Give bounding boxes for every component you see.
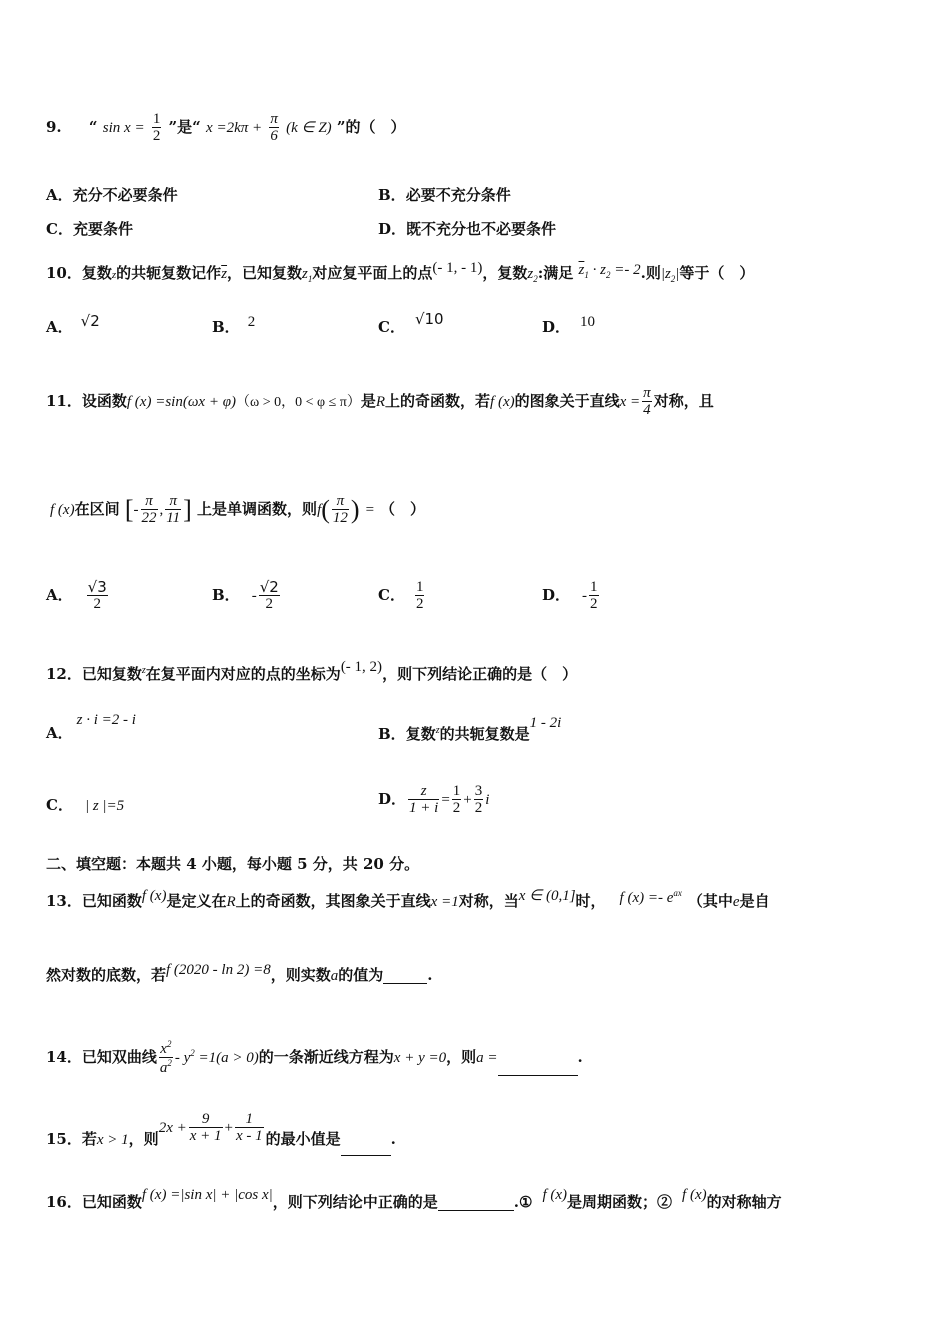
text: 时， [575, 892, 606, 910]
text: 上的奇函数，若 [385, 392, 491, 410]
math-x-eq: x = [619, 394, 641, 410]
math-cond: x > 1 [96, 1132, 129, 1148]
text: 的值为 [338, 966, 384, 984]
math-expr: - $y^2 =1(a > 0)$ [174, 1048, 259, 1066]
option-fraction: $\frac{1}{2}$ [415, 579, 424, 612]
option-label: D． [378, 790, 407, 808]
math-func: f (x) =sin(ωx + φ) [126, 394, 236, 410]
q16-line [46, 1187, 782, 1211]
q10-number: 10． [46, 264, 82, 282]
q11-option-a[interactable] [46, 580, 110, 612]
math-x-eq-1: x =1 [430, 894, 459, 910]
text: 上的奇函数，其图象关于直线 [235, 892, 431, 910]
text: . [427, 966, 433, 984]
option-label: C． [46, 220, 73, 238]
text: ，则 [128, 1130, 159, 1148]
q10-option-b[interactable] [212, 314, 256, 336]
option-math: 10 [580, 314, 596, 330]
q11-option-c[interactable] [378, 580, 426, 612]
option-label: B． [378, 186, 406, 204]
option-label: B． [378, 725, 406, 743]
math-point: (- 1, - 1) [432, 260, 483, 276]
q9-option-d[interactable] [378, 222, 556, 237]
option-fraction: $\frac{√3}{2}$ [87, 578, 107, 612]
math-cond: （ω > 0，0 < φ ≤ π） [236, 395, 361, 410]
q13-number: 13． [46, 892, 82, 910]
text: 复数 [405, 725, 436, 743]
option-label: C． [378, 586, 405, 604]
math-plus: + [463, 792, 472, 808]
text: 对称，且 [653, 392, 714, 410]
option-label: D． [542, 586, 571, 604]
text: 上是单调函数，则 [197, 500, 318, 518]
math-R: R [226, 894, 236, 910]
q12-option-b[interactable] [378, 715, 562, 743]
option-label: B． [212, 318, 240, 336]
math-eq: = [441, 792, 450, 808]
left-paren: ( [321, 495, 330, 524]
math-product: $\overline{z}_1 \cdot z_2 =- 2$ [578, 262, 641, 280]
q9-condition: (k ∈ Z) [286, 120, 332, 136]
q10-option-d[interactable] [542, 314, 596, 336]
q12-option-a[interactable] [46, 712, 136, 742]
math-zbar: $\overline{z}$ [221, 266, 228, 282]
text: 是周期函数；② [567, 1193, 673, 1211]
q9-number: 9. [46, 118, 62, 136]
option-math: | z |=5 [84, 798, 125, 814]
math-abs: $|z_2|$ [660, 266, 680, 284]
subscript: 2 [533, 274, 538, 284]
text: 是自 [739, 892, 770, 910]
text: 的共轭复数记作 [116, 264, 222, 282]
math-func: f (x) =|sin x| + |cos x| [141, 1187, 273, 1203]
text: 是 [360, 392, 376, 410]
q15-number: 15． [46, 1130, 82, 1148]
q11-number: 11． [46, 392, 82, 410]
q9-fraction-half: $\frac{1}{2}$ [152, 111, 161, 144]
option-math: √2 [80, 312, 100, 330]
option-label: A． [46, 586, 73, 604]
answer-blank[interactable] [341, 1141, 391, 1156]
q9-option-a[interactable] [46, 188, 178, 203]
text: 对称，当 [458, 892, 519, 910]
text: 的一条渐近线方程为 [258, 1048, 394, 1066]
answer-blank[interactable] [383, 969, 427, 984]
math-R: R [375, 394, 386, 410]
q11-option-b[interactable] [212, 580, 282, 612]
q10-option-a[interactable] [46, 312, 100, 336]
math-eq: = [365, 502, 375, 518]
math-z1: z [302, 266, 308, 282]
math-2x: 2x + [158, 1120, 187, 1136]
text: 已知复数 [81, 665, 142, 683]
right-bracket: ] [183, 495, 192, 524]
q9-option-b[interactable] [378, 188, 511, 203]
option-text: 既不充分也不必要条件 [406, 220, 557, 238]
text: （其中 [687, 892, 733, 910]
text: 然对数的底数，若 [46, 966, 167, 984]
q10-line [46, 260, 755, 284]
q9-stmt-a: sin x = [102, 120, 145, 136]
q14-line [46, 1040, 583, 1076]
q15-fraction-2: $\frac{1}{x - 1}$ [235, 1111, 263, 1144]
q11-fraction-pi11: $\frac{\pi}{11}$ [166, 493, 181, 526]
q11-fraction-pi12: $\frac{\pi}{12}$ [332, 493, 348, 526]
math-a: a [330, 968, 339, 984]
option-sign: - [582, 588, 588, 604]
q9-mid-quote: ”是“ [168, 118, 201, 136]
option-math: z · i =2 - i [76, 712, 136, 728]
q12-option-d[interactable] [378, 784, 489, 816]
q16-number: 16． [46, 1193, 82, 1211]
text: . [390, 1130, 396, 1148]
math-point: (- 1, 2) [340, 659, 383, 675]
section-heading: 二、填空题：本题共 4 小题，每小题 5 分，共 20 分。 [46, 855, 420, 873]
math-expr: f (2020 - ln 2) =8 [166, 962, 271, 978]
text: 设函数 [81, 392, 127, 410]
q15-line [46, 1111, 396, 1156]
answer-blank[interactable] [438, 1196, 514, 1211]
math-plus: + [224, 1120, 233, 1136]
text: ，则 [446, 1048, 477, 1066]
math-asymptote: x + y =0 [393, 1050, 447, 1066]
math-interval: x ∈ (0,1] [518, 888, 576, 904]
option-fraction: $\frac{3}{2}$ [474, 783, 483, 816]
option-text: 充要条件 [72, 220, 133, 238]
q11-fraction-pi22: $\frac{\pi}{22}$ [141, 493, 157, 526]
text: .① [513, 1193, 533, 1211]
q9-line [46, 112, 406, 144]
text: ，则下列结论正确的是（ ） [382, 665, 578, 683]
math-z: z [141, 665, 146, 676]
text: ，则实数 [270, 966, 331, 984]
text: 等于（ ） [679, 264, 755, 282]
text: 的图象关于直线 [514, 392, 620, 410]
q14-fraction: $\frac{x^2}{a^2}$ [159, 1039, 172, 1076]
math-fx: f (x) [141, 888, 167, 904]
q13-line-1 [46, 888, 770, 910]
option-label: A． [46, 318, 73, 336]
option-math: 1 - 2i [529, 715, 562, 731]
q15-fraction-1: $\frac{9}{x + 1}$ [189, 1111, 222, 1144]
text: 已知函数 [81, 1193, 142, 1211]
text: 对应复平面上的点 [312, 264, 433, 282]
option-text: 充分不必要条件 [72, 186, 178, 204]
option-fraction: $\frac{1}{2}$ [590, 579, 598, 612]
text: （ ） [380, 500, 426, 518]
text: 的对称轴方 [706, 1193, 782, 1211]
math-f: f [317, 502, 322, 518]
text: 复数 [81, 264, 112, 282]
option-fraction: $\frac{z}{1 + i}$ [409, 783, 439, 816]
option-label: C． [378, 318, 405, 336]
q11-fraction-pi4: $\frac{\pi}{4}$ [643, 385, 651, 418]
q14-number: 14． [46, 1048, 82, 1066]
math-fx: f (x) [542, 1187, 568, 1203]
math-fx: f (x) [490, 394, 515, 410]
q9-fraction-pi6: $\frac{\pi}{6}$ [270, 111, 278, 144]
q11-option-d[interactable] [542, 580, 601, 612]
q12-option-c[interactable] [46, 798, 124, 814]
q12-line [46, 659, 578, 683]
text: ，已知复数 [227, 264, 303, 282]
option-label: A． [46, 186, 73, 204]
math-comma: , [159, 502, 164, 518]
option-sign: - [251, 588, 257, 604]
q10-option-c[interactable] [378, 310, 444, 336]
q9-stmt-b: x =2kπ + [206, 120, 263, 136]
text: 已知双曲线 [81, 1048, 157, 1066]
math-z2: z [527, 266, 534, 282]
text: 在区间 [74, 500, 120, 518]
q11-line-1 [46, 386, 714, 418]
option-label: C． [46, 796, 73, 814]
option-label: B． [212, 586, 240, 604]
option-math: 2 [247, 314, 256, 330]
subscript: 1 [307, 274, 313, 284]
text: . [577, 1048, 583, 1066]
text: ，则下列结论中正确的是 [272, 1193, 438, 1211]
left-bracket: [ [124, 495, 134, 524]
text: .则 [640, 264, 661, 282]
q9-open-quote: “ [88, 118, 98, 136]
math-fdef: f $(x) =- e^{ax}$ [619, 888, 682, 906]
math-fx: f (x) [682, 1187, 707, 1203]
option-fraction: $\frac{√2}{2}$ [259, 578, 279, 612]
math-i: i [485, 792, 490, 808]
math-z: z [111, 269, 117, 281]
option-label: D． [542, 318, 571, 336]
math-neg: - [133, 502, 139, 518]
option-label: D． [378, 220, 407, 238]
q9-option-c[interactable] [46, 222, 133, 237]
option-fraction: $\frac{1}{2}$ [452, 783, 461, 816]
q11-line-2 [50, 494, 425, 526]
q9-close-quote: ”的（ ） [336, 118, 406, 136]
option-text: 必要不充分条件 [405, 186, 511, 204]
math-fx: f (x) [50, 502, 75, 518]
right-paren: ) [350, 495, 360, 524]
q13-line-2 [46, 962, 433, 984]
text: 若 [81, 1130, 97, 1148]
text: 是定义在 [166, 892, 227, 910]
option-label: A． [46, 724, 73, 742]
math-z: z [435, 725, 440, 736]
text: 在复平面内对应的点的坐标为 [145, 665, 341, 683]
text: 已知函数 [81, 892, 142, 910]
text: 的共轭复数是 [439, 725, 530, 743]
math-e: e [732, 894, 740, 910]
option-math: √10 [414, 310, 444, 328]
math-a-eq: a = [476, 1050, 498, 1066]
text: 的最小值是 [265, 1130, 341, 1148]
q12-number: 12． [46, 665, 82, 683]
text: :满足 [537, 264, 574, 282]
answer-blank[interactable] [498, 1061, 578, 1076]
text: ，复数 [482, 264, 528, 282]
